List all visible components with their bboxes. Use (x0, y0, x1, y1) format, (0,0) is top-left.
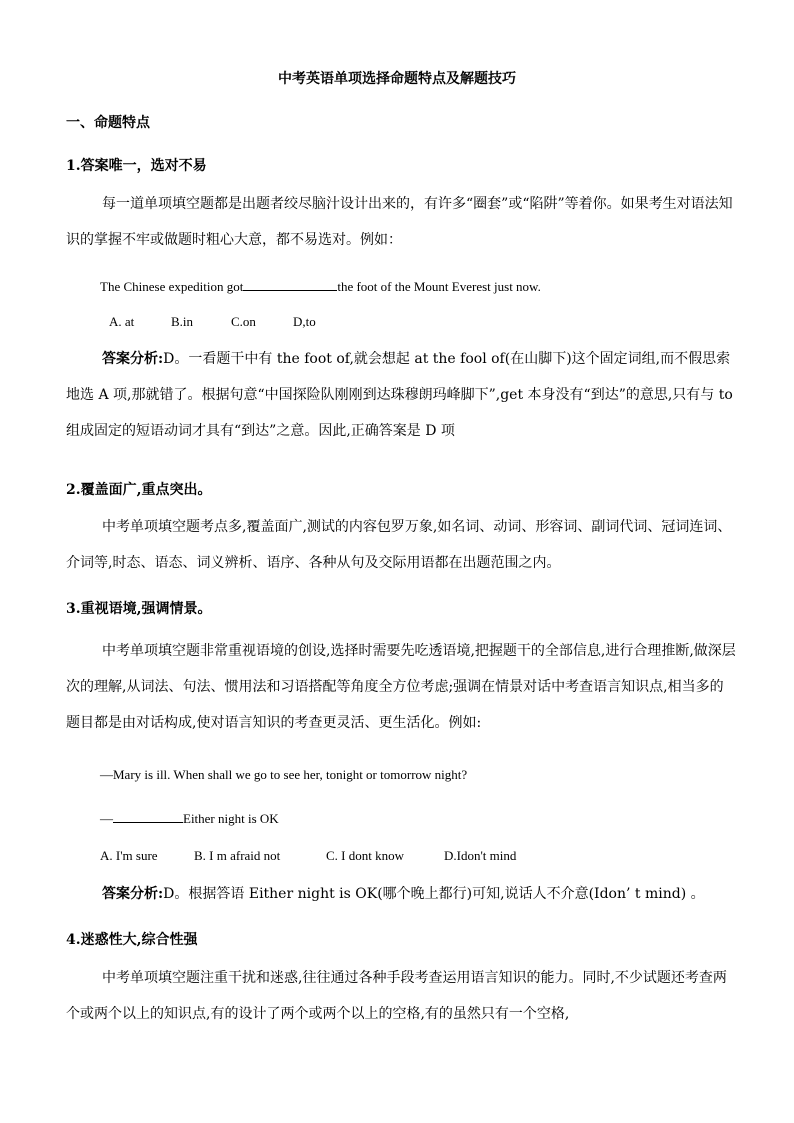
example-question (100, 276, 541, 295)
point2-paragraph: 中考单项填空题考点多,覆盖面广,测试的内容包罗万象,如名词、动词、形容词、副词代词、冠词连词、介词等,时态、语态、词义辨析、语序、各种从句及交际用语都在出题范围之内。 (66, 519, 732, 571)
answer-text: D。根据答语 Either night is OK(哪个晚上都行)可知,说话人不介意(Idon’ t mind) 。 (163, 886, 705, 902)
dialog-line-2 (100, 808, 279, 827)
answer-label: 答案分析: (102, 351, 164, 367)
point3-paragraph: 中考单项填空题非常重视语境的创设,选择时需要先吃透语境,把握题干的全部信息,进行合理推断,做深层次的理解,从词法、句法、惯用法和习语搭配等角度全方位考虑;强调在情景对话中考查语言知识点,相当多的题目都是由对话构成,使对语言知识的考查更灵活、更生活化。例如: (66, 643, 736, 731)
option-d: D,to (293, 314, 316, 329)
answer-analysis-1 (66, 341, 736, 449)
answer-label: 答案分析: (102, 886, 164, 902)
question-options (109, 314, 316, 330)
answer-analysis-2 (66, 876, 736, 912)
dialog-blank (113, 808, 183, 823)
dialog-line-1: —Mary is ill. When shall we go to see her, tonight or tomorrow night? (100, 767, 468, 782)
section-heading: 一、命题特点 (66, 115, 150, 131)
point1-paragraph: 每一道单项填空题都是出题者绞尽脑汁设计出来的，有许多“圈套”或“陷阱”等着你。如果考生对语法知识的掌握不牢或做题时粗心大意，都不易选对。例如： (66, 196, 733, 248)
point2-heading: 2.覆盖面广,重点突出。 (66, 482, 212, 498)
point4-paragraph: 中考单项填空题注重干扰和迷惑,往往通过各种手段考查运用语言知识的能力。同时,不少试题还考查两个或两个以上的知识点,有的设计了两个或两个以上的空格,有的虽然只有一个空格, (66, 970, 727, 1022)
point4-heading: 4.迷惑性大,综合性强 (66, 932, 198, 948)
option-d: D.Idon't mind (444, 848, 517, 863)
option-a: A. I'm sure (100, 848, 158, 863)
question-blank (243, 276, 337, 291)
point3-heading: 3.重视语境,强调情景。 (66, 601, 212, 617)
option-c: C. I dont know (326, 848, 404, 863)
question-text-before: The Chinese expedition got (100, 279, 244, 294)
dialog-response: Either night is OK (183, 811, 279, 826)
option-b: B. I m afraid not (194, 848, 281, 863)
answer-text: D。一看题干中有 the foot of,就会想起 at the fool of(在山脚下)这个固定词组,而不假思索地选 A 项,那就错了。根据句意“中国探险队刚刚到达珠穆朗玛峰脚下”,get 本身没有“到达”的意思,只有与 to 组成固定的短语动词才具有“到达”之意。因此,正确答案是 D 项 (66, 351, 733, 439)
page-title: 中考英语单项选择命题特点及解题技巧 (278, 71, 516, 87)
dialog-options (100, 848, 516, 864)
option-b: B.in (171, 314, 194, 329)
point1-heading: 1.答案唯一，选对不易 (66, 158, 207, 174)
option-c: C.on (231, 314, 256, 329)
question-text-after: the foot of the Mount Everest just now. (337, 279, 541, 294)
option-a: A. at (109, 314, 135, 329)
dialog-dash: — (100, 811, 113, 826)
